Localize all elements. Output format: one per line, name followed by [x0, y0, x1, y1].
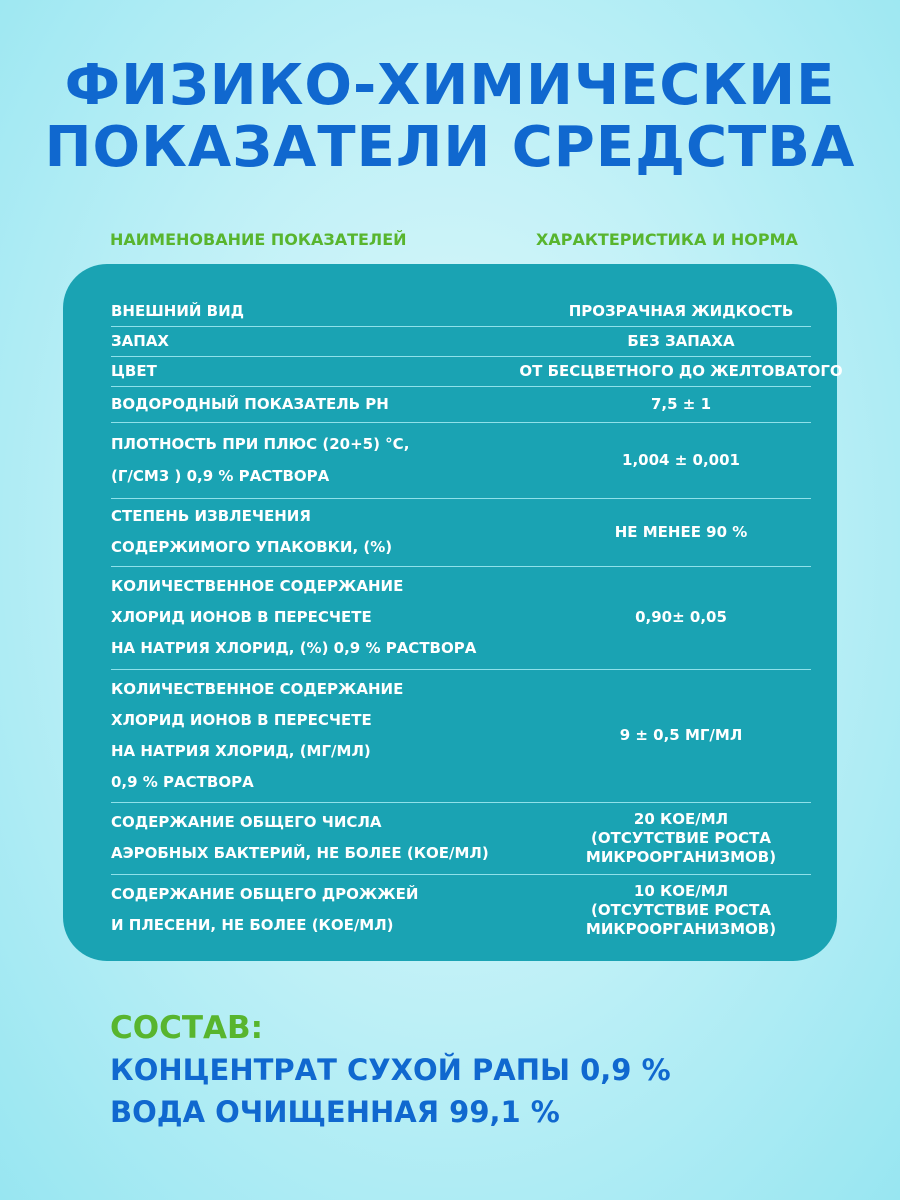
composition-label: СОСТАВ:: [110, 1010, 264, 1046]
indicator-name-line: ХЛОРИД ИОНОВ В ПЕРЕСЧЕТЕ: [111, 608, 372, 626]
indicator-value-line: 20 КОЕ/МЛ: [633, 809, 729, 828]
indicator-value-line: 7,5 ± 1: [650, 394, 712, 413]
composition-line-1: КОНЦЕНТРАТ СУХОЙ РАПЫ 0,9 %: [110, 1053, 671, 1087]
indicator-value-line: МИКРООРГАНИЗМОВ): [585, 919, 777, 938]
indicator-value: [531, 802, 831, 874]
indicator-value: [531, 669, 831, 802]
indicator-value: [531, 566, 831, 669]
table-row: [111, 356, 843, 387]
indicator-value-line: 0,90± 0,05: [635, 608, 727, 626]
indicator-name-line: СТЕПЕНЬ ИЗВЛЕЧЕНИЯ: [111, 507, 311, 525]
table-row: [111, 386, 811, 423]
indicator-value: [531, 498, 831, 566]
table-row: [111, 422, 811, 499]
table-row: [111, 802, 811, 875]
table-row: [111, 874, 811, 946]
indicator-name: [111, 356, 541, 386]
indicator-name-line: СОДЕРЖАНИЕ ОБЩЕГО ЧИСЛА: [111, 813, 382, 831]
indicator-value-line: МИКРООРГАНИЗМОВ): [585, 847, 777, 866]
page-title-line-2: ПОКАЗАТЕЛИ СРЕДСТВА: [44, 115, 856, 180]
indicator-name-line: НА НАТРИЯ ХЛОРИД, (%) 0,9 % РАСТВОРА: [111, 639, 477, 657]
indicator-name-line: ЗАПАХ: [111, 332, 169, 350]
indicators-table: [63, 264, 843, 961]
indicator-value-line: ПРОЗРАЧНАЯ ЖИДКОСТЬ: [568, 301, 794, 320]
table-row: [111, 296, 811, 327]
indicator-name-line: КОЛИЧЕСТВЕННОЕ СОДЕРЖАНИЕ: [111, 679, 404, 698]
indicator-value: [531, 422, 831, 498]
table-row: [111, 498, 811, 567]
indicator-name: [111, 874, 541, 946]
indicator-name: [111, 422, 541, 498]
column-header-value: ХАРАКТЕРИСТИКА И НОРМА: [536, 230, 798, 249]
indicator-name-line: СОДЕРЖИМОГО УПАКОВКИ, (%): [111, 538, 393, 556]
indicator-name-line: ХЛОРИД ИОНОВ В ПЕРЕСЧЕТЕ: [111, 710, 372, 729]
indicator-value-line: 10 КОЕ/МЛ: [633, 881, 729, 900]
indicator-value-line: БЕЗ ЗАПАХА: [627, 331, 735, 350]
table-row: [111, 566, 811, 670]
indicator-name: [111, 669, 541, 802]
indicator-name: [111, 326, 541, 356]
indicator-value: [531, 296, 831, 326]
indicator-value-line: 1,004 ± 0,001: [622, 450, 740, 469]
indicator-value-line: НЕ МЕНЕЕ 90 %: [614, 522, 748, 541]
indicator-name-line: И ПЛЕСЕНИ, НЕ БОЛЕЕ (КОЕ/МЛ): [111, 916, 394, 934]
indicator-name: [111, 498, 541, 566]
indicator-value: [531, 386, 831, 422]
indicator-name-line: АЭРОБНЫХ БАКТЕРИЙ, НЕ БОЛЕЕ (КОЕ/МЛ): [111, 844, 489, 862]
indicator-value-line: (ОТСУТСТВИЕ РОСТА: [591, 900, 771, 919]
indicator-name-line: ПЛОТНОСТЬ ПРИ ПЛЮС (20+5) °C,: [111, 435, 410, 453]
page-title-line-1: ФИЗИКО-ХИМИЧЕСКИЕ: [64, 53, 836, 118]
page-title: [0, 55, 900, 179]
indicator-name-line: КОЛИЧЕСТВЕННОЕ СОДЕРЖАНИЕ: [111, 577, 404, 595]
composition-line-2: ВОДА ОЧИЩЕННАЯ 99,1 %: [110, 1095, 560, 1129]
indicator-name-line: ВНЕШНИЙ ВИД: [111, 302, 244, 320]
column-header-name: НАИМЕНОВАНИЕ ПОКАЗАТЕЛЕЙ: [110, 230, 407, 249]
indicator-name-line: ВОДОРОДНЫЙ ПОКАЗАТЕЛЬ PH: [111, 395, 389, 413]
indicator-name-line: (Г/СМ3 ) 0,9 % РАСТВОРА: [111, 467, 330, 485]
indicator-value-line: (ОТСУТСТВИЕ РОСТА: [591, 828, 771, 847]
indicator-name-line: 0,9 % РАСТВОРА: [111, 772, 254, 791]
indicator-name: [111, 296, 541, 326]
indicator-value: [531, 874, 831, 946]
indicator-name: [111, 386, 541, 422]
indicator-value-line: 9 ± 0,5 МГ/МЛ: [619, 726, 743, 744]
indicator-value: [531, 326, 831, 356]
indicator-name-line: СОДЕРЖАНИЕ ОБЩЕГО ДРОЖЖЕЙ: [111, 885, 419, 903]
table-row: [111, 326, 811, 357]
indicator-value-line: ОТ БЕСЦВЕТНОГО ДО ЖЕЛТОВАТОГО: [519, 361, 843, 380]
indicator-value: [511, 356, 851, 386]
indicator-name-line: НА НАТРИЯ ХЛОРИД, (МГ/МЛ): [111, 741, 371, 760]
indicator-name: [111, 566, 541, 669]
table-row: [111, 669, 811, 803]
indicator-name: [111, 802, 541, 874]
indicator-name-line: ЦВЕТ: [111, 362, 157, 380]
